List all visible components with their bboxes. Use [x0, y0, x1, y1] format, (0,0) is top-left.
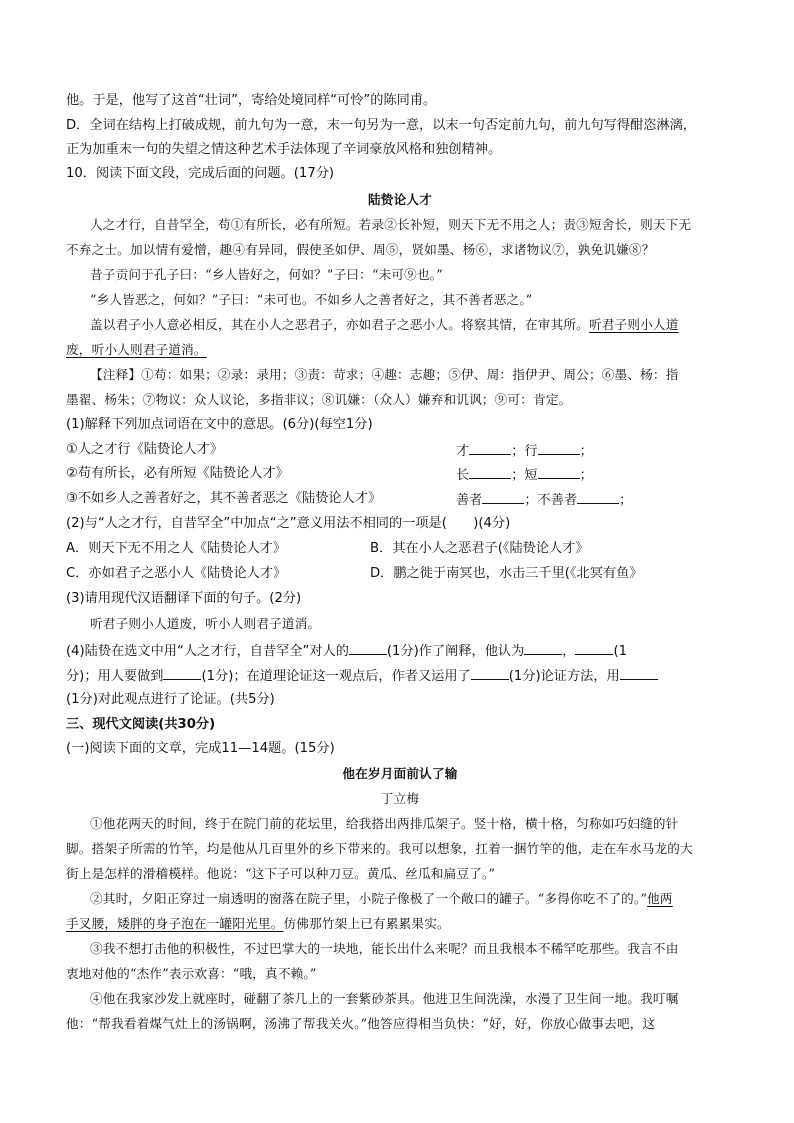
article-author: 丁立梅: [380, 791, 420, 806]
option-a[interactable]: A．则天下无不用之人《陆贽论人才》: [66, 541, 287, 556]
sub-question-4-line: [66, 665, 734, 687]
text: ，: [562, 644, 576, 659]
label: 才: [456, 444, 470, 459]
answer-blank[interactable]: [471, 665, 509, 680]
q1-item-3: ③不如乡人之善者好之，其不善者恶之《陆贽论人才》: [66, 491, 382, 506]
article-line: ③我不想打击他的积极性，不过巴掌大的一块地，能长出什么来呢？而且我根本不稀罕吃那些。我言不由: [90, 941, 679, 956]
sub-question-1: (1)解释下列加点词语在文中的意思。(6分)(每空1分): [66, 417, 373, 432]
article-line: 街上是怎样的滑稽模样。他说：“这下子可以种刀豆。黄瓜、丝瓜和扁豆了。”: [66, 866, 496, 881]
answer-blank[interactable]: [349, 640, 387, 655]
label: 善者: [456, 493, 483, 508]
label: ；短: [511, 468, 538, 483]
text-line: 他。于是，他写了这首“壮词”，寄给处境同样“可怜”的陈同甫。: [66, 93, 437, 108]
label: ；: [579, 444, 593, 459]
passage-line: 人之才行，自昔罕全，苟①有所长，必有所短。若录②长补短，则天下无不用之人；责③短舍长，则天下无: [90, 217, 692, 232]
passage-title: 陆贽论人才: [368, 192, 432, 207]
article-line: [90, 889, 734, 909]
answer-blank[interactable]: [163, 665, 201, 680]
label: ；行: [511, 444, 538, 459]
q1-item-1: ①人之才行《陆贽论人才》: [66, 442, 223, 457]
option-d-line: D．全词在结构上打破成规，前九句为一意，末一句另为一意，以末一句否定前九句，前九句写得酣恣淋漓，: [66, 118, 696, 133]
q1-answer-1: [456, 440, 593, 462]
article-text: 仿佛那竹架上已有累累果实。: [283, 916, 450, 931]
q1-answer-2: [456, 464, 593, 486]
text-line: 正为加重末一句的失望之情这种艺术手法体现了辛词豪放风格和独创精神。: [66, 142, 502, 157]
section-3-part-1: (一)阅读下面的文章，完成11—14题。(15分): [66, 741, 335, 756]
option-b[interactable]: B．其在小人之恶君子(《陆贽论人才》: [370, 541, 589, 556]
answer-blank[interactable]: [482, 489, 524, 504]
underlined-sentence: 他两: [647, 891, 673, 906]
article-title: 他在岁月面前认了输: [342, 766, 458, 781]
text: (1: [613, 644, 628, 659]
text: (4)陆贽在选文中用“人之才行，自昔罕全”对人的: [66, 644, 349, 659]
underlined-sentence: 手叉腰，矮胖的身子泡在一罐阳光里。: [66, 916, 284, 931]
sub-question-2: (2)与“人之才行，自昔罕全”中加点“之”意义用法不相同的一项是( )(4分): [66, 516, 511, 531]
text: 分)；用人要做到: [66, 669, 164, 684]
passage-line: 昔子贡问于孔子曰：“乡人皆好之，何如？”子曰：“未可⑨也。”: [90, 267, 443, 282]
sub-question-3: (3)请用现代汉语翻译下面的句子。(2分): [66, 591, 302, 606]
underlined-sentence: 听君子则小人道: [588, 317, 679, 332]
q1-item-2: ②苟有所长，必有所短《陆贽论人才》: [66, 466, 289, 481]
underlined-sentence: 废，听小人则君子道消。: [66, 342, 207, 357]
article-line: ④他在我家沙发上就座时，碰翻了茶几上的一套紫砂茶具。他进卫生间洗澡，水漫了卫生间一地。我叮嘱: [90, 991, 679, 1006]
article-line: ①他花两天的时间，终于在院门前的花坛里，给我搭出两排瓜架子。竖十格，横十格，匀称如巧妇缝的针: [90, 816, 679, 831]
label: ；: [579, 468, 593, 483]
answer-blank[interactable]: [575, 640, 613, 655]
article-line: 脚。搭架子所需的竹竿，均是他从几百里外的乡下带来的。我可以想象，扛着一捆竹竿的他，走在车水马龙的大: [66, 841, 693, 856]
section-3-heading: 三、现代文阅读(共30分): [66, 717, 216, 732]
answer-blank[interactable]: [524, 640, 562, 655]
passage-line: “乡人皆恶之，何如？”子曰：“未可也。不如乡人之善者好之，其不善者恶之。”: [90, 292, 533, 307]
translate-sentence: 听君子则小人道废，听小人则君子道消。: [90, 616, 321, 631]
q1-answer-3: [456, 489, 632, 511]
option-d[interactable]: D．鹏之徙于南冥也，水击三千里(《北冥有鱼》: [370, 566, 643, 581]
text: (1分)作了阐释，他认为: [386, 644, 525, 659]
answer-blank[interactable]: [577, 489, 619, 504]
passage-text: 盖以君子小人意必相反，其在小人之恶君子，亦如君子之恶小人。将察其情，在审其所。: [90, 317, 589, 332]
answer-blank[interactable]: [469, 440, 511, 455]
passage-line: [90, 315, 734, 335]
label: ；不善者: [524, 493, 578, 508]
question-10-heading: 10．阅读下面文段，完成后面的问题。(17分): [66, 166, 335, 181]
article-line: [66, 914, 734, 934]
sub-question-4-line: [66, 640, 734, 662]
answer-blank[interactable]: [469, 464, 511, 479]
sub-question-4-line: (1分)对此观点进行了论证。(共5分): [66, 692, 275, 707]
article-text: ②其时，夕阳正穿过一扇透明的窗落在院子里，小院子像极了一个敞口的罐子。“多得你吃不了的。”: [90, 891, 648, 906]
annotation-line: 墨翟、杨朱；⑦物议：众人议论，多指非议；⑧讥嫌：（众人）嫌弃和讥讽；⑨可：肯定。: [66, 392, 572, 407]
passage-line: [66, 340, 734, 360]
answer-blank[interactable]: [538, 440, 580, 455]
annotation-line: 【注释】①苟：如果；②录：录用；③责：苛求；④趣：志趣；⑤伊、周：指伊尹、周公；⑥墨、杨：指: [90, 367, 679, 382]
option-c[interactable]: C．亦如君子之恶小人《陆贽论人才》: [66, 566, 287, 581]
answer-blank[interactable]: [620, 665, 658, 680]
text: (1分)；在道理论证这一观点后，作者又运用了: [201, 669, 471, 684]
article-line: 衷地对他的“杰作”表示欢喜：“哦，真不赖。”: [66, 966, 317, 981]
text: (1分)论证方法，用: [508, 669, 620, 684]
passage-line: 不弃之士。加以情有爱憎，趣④有异同，假使圣如伊、周⑤，贤如墨、杨⑥，求诸物议⑦，孰免讥嫌⑧？: [66, 242, 655, 257]
label: ；: [619, 493, 633, 508]
answer-blank[interactable]: [538, 464, 580, 479]
article-line: 他：“帮我看着煤气灶上的汤锅啊，汤沸了帮我关火。”他答应得相当负快：“好，好，你放心做事去吧，这: [66, 1016, 656, 1031]
label: 长: [456, 468, 470, 483]
